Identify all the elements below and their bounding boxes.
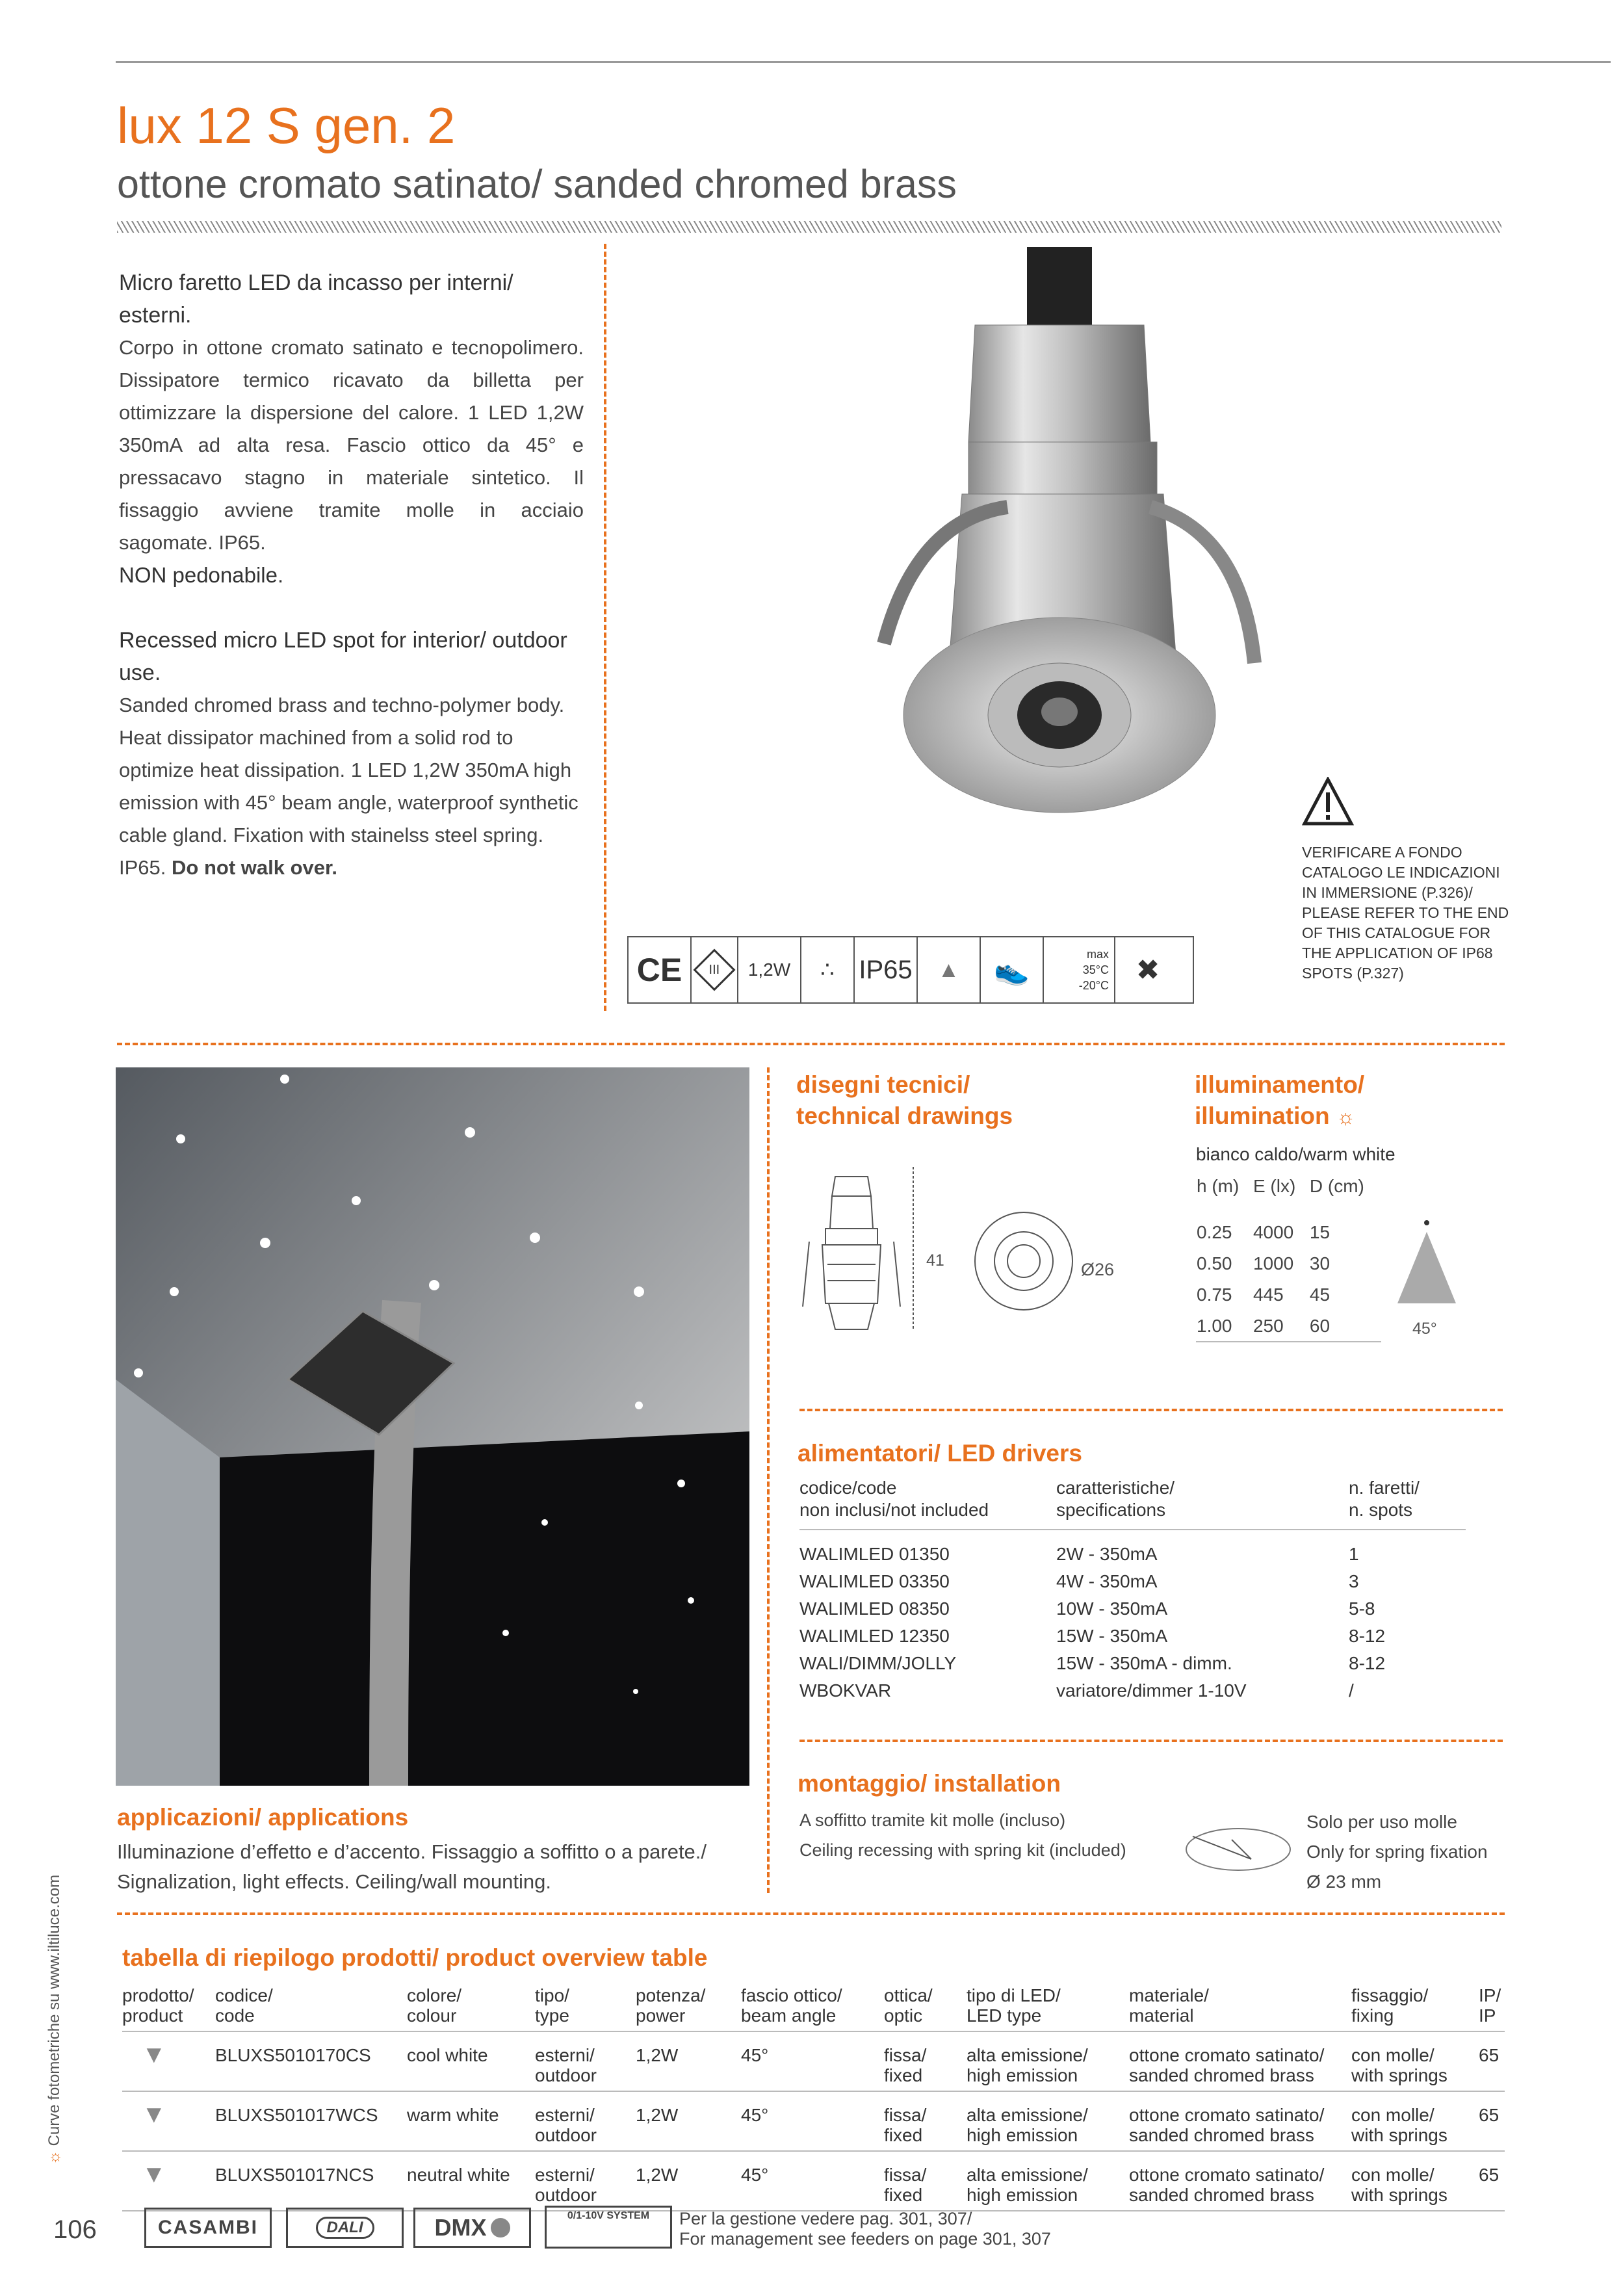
installation-title: montaggio/ installation [798,1770,1061,1797]
installation-notes: Solo per uso molle Only for spring fixation Ø 23 mm [1306,1812,1488,1892]
page-title: lux 12 S gen. 2 [117,97,456,154]
illumination-table [1196,1170,1381,1342]
description-en-note: Do not walk over. [172,856,337,879]
illumination-row: 0.75 445 45 [1197,1285,1331,1305]
description-it-body: Corpo in ottone cromato satinato e tecnopolimero. Dissipatore termico ricavato da billetta per ottimizzare la dispersione del calore. 1 LED 1,2W 350mA ad alta resa. Fascio ottico da 45° e pressacavo stagno in materiale sintetico. Il fissaggio avviene tramite molle in acciaio sagomate. IP65. [119,336,584,554]
warning-icon [1302,777,1354,826]
overview-header-row: prodotto/ product codice/ code colore/ colour tipo/ type potenza/ power fascio ottico/ beam angle ottica/ optic tipo di LED/ LED type materiale/ material fissaggio/ fixing IP/ IP [122,1985,1505,2031]
dimming-system-logo: 0/1-10V SYSTEM [545,2206,672,2249]
ce-mark-icon: CE [629,937,692,1002]
illumination-header-row: h (m) E (lx) D (cm) [1197,1176,1364,1196]
illumination-subtitle: bianco caldo/warm white [1196,1144,1396,1164]
no-walk-icon: 👟 [981,937,1044,1002]
power-rating: 1,2W [738,937,801,1002]
upper-divider [604,244,606,1011]
driver-row: WBOKVAR variatore/dimmer 1-10V / [799,1680,1354,1701]
drivers-table [799,1541,1466,1704]
overview-row: ▼ BLUXS501017WCS warm white esterni/ outdoor 1,2W 45° fissa/ fixed alta emissione/ high emission ottone cromato satinato/ sanded chromed brass con molle/ with springs 65 [122,2091,1505,2151]
application-photo [116,1067,749,1786]
product-thumbnail-icon: ▼ [142,2101,166,2128]
beam-cone-icon [1391,1219,1462,1310]
driver-row: WALIMLED 03350 4W - 350mA 3 [799,1571,1359,1591]
section-divider-4 [117,1912,1505,1915]
hatch-rule [117,221,1501,233]
illumination-row: 1.00 250 60 [1196,1311,1381,1342]
top-rule [116,61,1611,63]
overview-row: ▼ BLUXS5010170CS cool white esterni/ outdoor 1,2W 45° fissa/ fixed alta emissione/ high emission ottone cromato satinato/ sanded chromed brass con molle/ with springs 65 [122,2031,1505,2091]
installation-diagram [1180,1820,1297,1879]
class-three-icon: III [692,937,738,1002]
illumination-row: 0.25 4000 15 [1197,1222,1331,1242]
technical-drawings-title: disegni tecnici/ technical drawings [796,1071,1013,1129]
drawing-diameter-label: Ø26 [1081,1260,1115,1279]
temperature-range: max 35°C -20°C [1044,937,1115,1002]
casambi-logo: CASAMBI [144,2208,272,2248]
installation-text: A soffitto tramite kit molle (incluso) Ceiling recessing with spring kit (included) [799,1810,1126,1860]
drivers-title: alimentatori/ LED drivers [798,1440,1082,1467]
driver-row: WALIMLED 08350 10W - 350mA 5-8 [799,1598,1375,1619]
splash-icon: ∴ [801,937,855,1002]
description-it-heading: Micro faretto LED da incasso per interni/ esterni. [119,270,513,328]
warning-text: VERIFICARE A FONDO CATALOGO LE INDICAZIONI IN IMMERSIONE (P.326)/ PLEASE REFER TO THE END OF THIS CATALOGUE FOR THE APPLICATION OF IP68 SPOTS (P.327) [1302,844,1509,982]
overview-title: tabella di riepilogo prodotti/ product overview table [122,1944,708,1971]
product-thumbnail-icon: ▼ [142,2041,166,2068]
description-en-heading: Recessed micro LED spot for interior/ outdoor use. [119,628,567,685]
middle-divider [767,1067,770,1893]
illumination-title: illuminamento/ illumination ☼ [1195,1071,1365,1129]
driver-row: WALIMLED 12350 15W - 350mA 8-12 [799,1626,1386,1646]
page-number: 106 [53,2215,97,2244]
product-photo [812,247,1306,845]
weee-bin-icon: ✖ [1136,954,1160,986]
page-subtitle: ottone cromato satinato/ sanded chromed brass [117,162,957,206]
illumination-row: 0.50 1000 30 [1197,1253,1331,1273]
side-note: ☼ Curve fotometriche su www.iltiluce.com [45,1874,63,2165]
section-divider-3 [799,1740,1503,1742]
dali-logo: DALI [286,2208,404,2248]
overview-row: ▼ BLUXS501017NCS neutral white esterni/ outdoor 1,2W 45° fissa/ fixed alta emissione/ high emission ottone cromato satinato/ sanded chromed brass con molle/ with springs 65 [122,2151,1505,2211]
sun-icon: ☼ [45,2150,63,2165]
drawing-height-label: 41 [926,1251,944,1270]
description-en-body: Sanded chromed brass and techno-polymer body. Heat dissipator machined from a solid rod to optimize heat dissipation. 1 LED 1,2W 350mA high emission with 45° beam angle, waterproof synthetic cable gland. Fixation with stainelss steel spring. IP65. Do not walk over. [119,694,578,879]
led-source-icon: ▲ [918,937,981,1002]
section-divider-2 [799,1409,1503,1411]
certification-strip [627,936,1194,1004]
footer-note: Per la gestione vedere pag. 301, 307/ For management see feeders on page 301, 307 [679,2209,1051,2249]
dmx-logo: DMX [413,2208,531,2248]
section-divider-1 [117,1043,1505,1045]
overview-table [122,1985,1505,2211]
driver-row: WALI/DIMM/JOLLY 15W - 350mA - dimm. 8-12 [799,1653,1386,1673]
applications-text: Illuminazione d’effetto e d’accento. Fissaggio a soffitto o a parete./ Signalization, light effects. Ceiling/wall mounting. [117,1840,707,1893]
driver-row: WALIMLED 01350 2W - 350mA 1 [799,1544,1359,1564]
drivers-header: codice/code non inclusi/not included caratteristiche/ specifications n. faretti/ n. spots [799,1477,1466,1530]
description-block [119,267,584,884]
technical-drawing [796,1157,1147,1352]
description-it-note: NON pedonabile. [119,563,284,587]
applications-title: applicazioni/ applications [117,1804,409,1831]
ip-rating: IP65 [855,937,918,1002]
beam-angle-label: 45° [1412,1320,1437,1338]
sun-icon: ☼ [1336,1105,1356,1128]
product-thumbnail-icon: ▼ [142,2161,166,2188]
